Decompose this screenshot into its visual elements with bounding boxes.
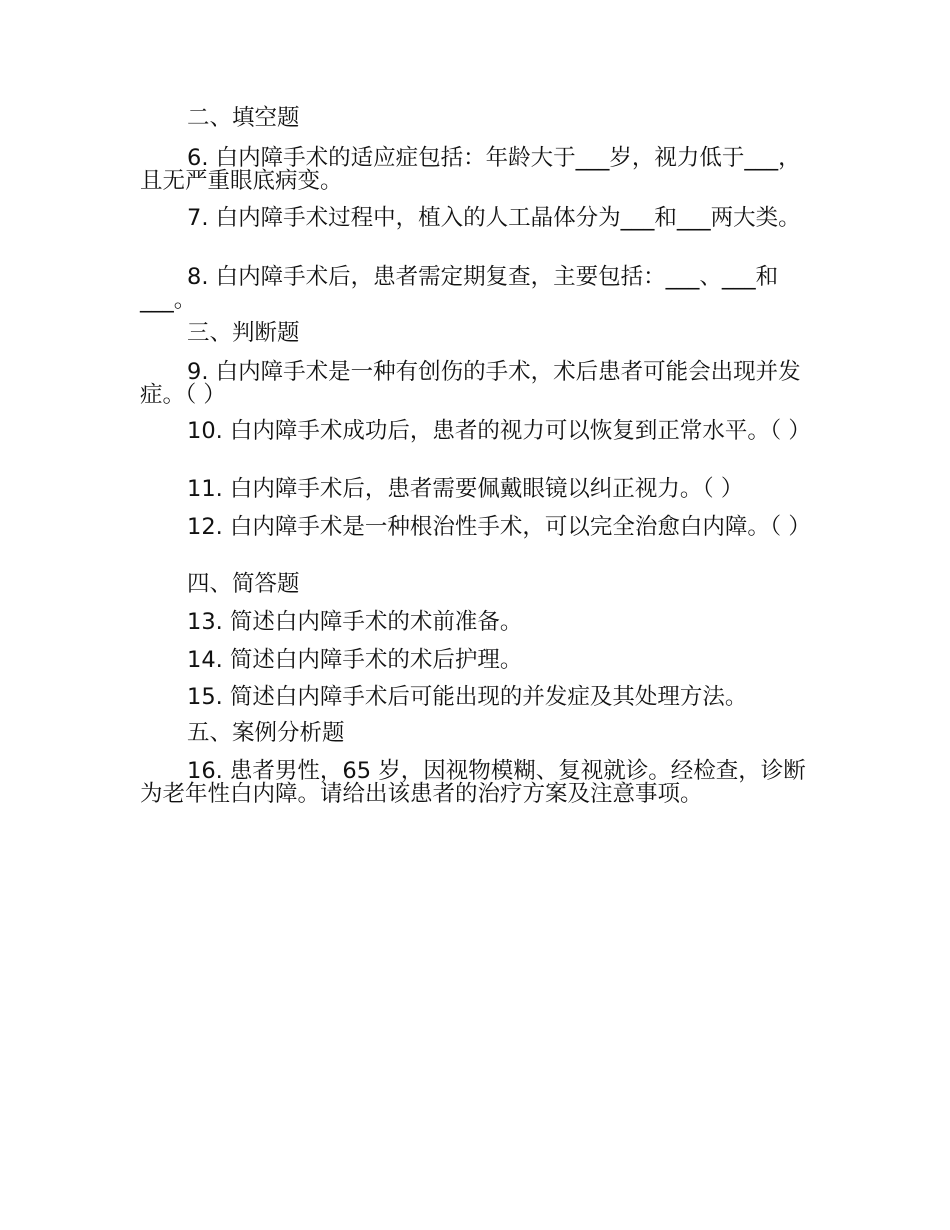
question-9: 9. 白内障手术是一种有创伤的手术，术后患者可能会出现并发症。（ ） (140, 359, 801, 408)
question-11: 11. 白内障手术后，患者需要佩戴眼镜以纠正视力。（ ） (187, 476, 744, 502)
question-10: 10. 白内障手术成功后，患者的视力可以恢复到正常水平。（ ） (187, 418, 811, 444)
question-6: 6. 白内障手术的适应症包括：年龄大于___岁，视力低于___，且无严重眼底病变。 (140, 145, 801, 194)
question-8: 8. 白内障手术后，患者需定期复查，主要包括：___、___和___。 (140, 264, 779, 313)
question-7: 7. 白内障手术过程中，植入的人工晶体分为___和___两大类。 (187, 205, 801, 231)
question-13: 13. 简述白内障手术的术前准备。 (187, 609, 523, 635)
question-12: 12. 白内障手术是一种根治性手术，可以完全治愈白内障。（ ） (187, 514, 811, 540)
question-16: 16. 患者男性，65 岁，因视物模糊、复视就诊。经检查，诊断为老年性白内障。请给出该患者的治疗方案及注意事项。 (140, 758, 806, 807)
question-14: 14. 简述白内障手术的术后护理。 (187, 647, 523, 673)
section-heading-fill-in-blank: 二、填空题 (187, 105, 300, 131)
section-heading-case-analysis: 五、案例分析题 (187, 720, 345, 746)
section-heading-true-false: 三、判断题 (187, 320, 300, 346)
question-15: 15. 简述白内障手术后可能出现的并发症及其处理方法。 (187, 684, 748, 710)
section-heading-short-answer: 四、简答题 (187, 571, 300, 597)
